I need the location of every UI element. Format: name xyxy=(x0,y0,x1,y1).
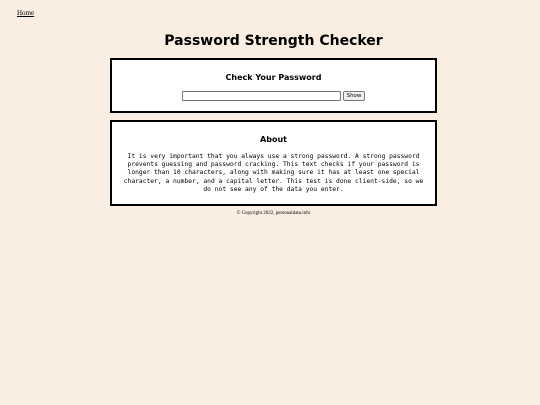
show-password-button[interactable]: Show xyxy=(343,91,366,101)
password-input-row xyxy=(112,91,435,101)
about-heading: About xyxy=(260,135,287,144)
password-input[interactable] xyxy=(182,91,341,101)
page-title: Password Strength Checker xyxy=(164,33,383,49)
about-card xyxy=(110,120,437,206)
home-link[interactable]: Home xyxy=(17,9,35,17)
footer-copyright: © Copyright 2022, personaldata.info xyxy=(236,211,311,216)
about-text: It is very important that you always use a strong password. A strong password prevents guessing and password cracking. This text checks if your password is longer than 10 characters, along with making sure it has at least one special character, a number, and a capital letter. This test is done client-side, so we do not see any of the data you enter. xyxy=(123,153,424,193)
password-check-card xyxy=(110,58,437,113)
check-password-heading: Check Your Password xyxy=(225,73,322,82)
